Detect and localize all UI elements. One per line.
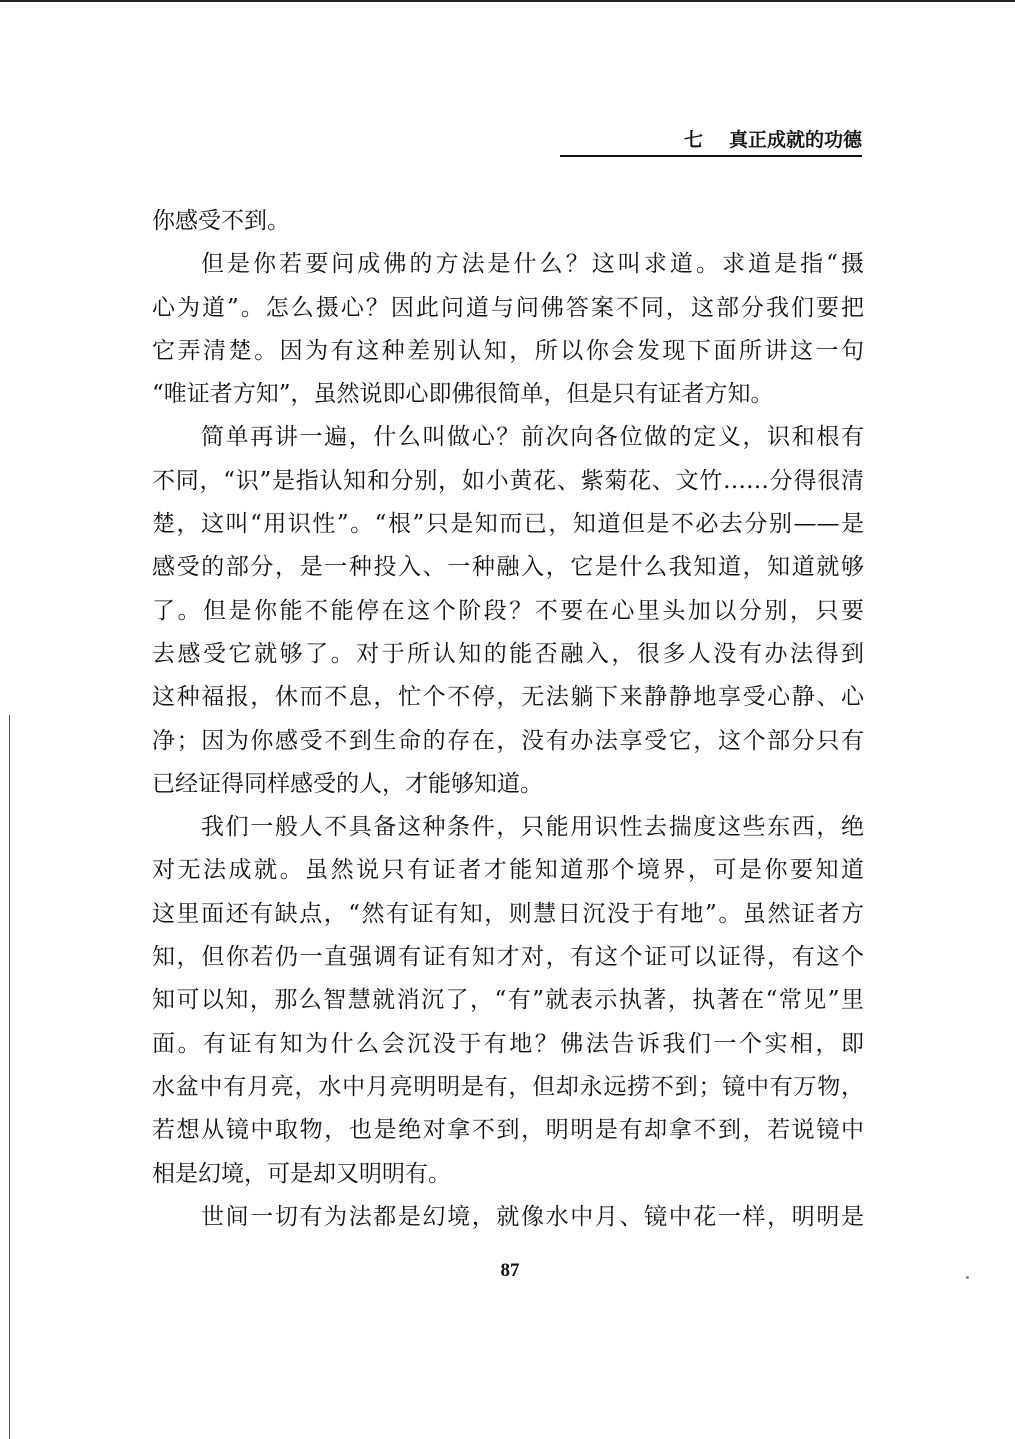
running-header (560, 125, 862, 157)
text-line: 去感受它就够了。对于所认知的能否融入，很多人没有办法得到 (152, 640, 864, 667)
text-line: 知，但你若仍一直强调有证有知才对，有这个证可以证得，有这个 (152, 944, 864, 971)
text-line: 若想从镜中取物，也是绝对拿不到，明明是有却拿不到，若说镜中 (152, 1117, 864, 1144)
text-line: 这种福报，休而不息，忙个不停，无法躺下来静静地享受心静、心 (152, 684, 864, 711)
chapter-title: 真正成就的功德 (728, 129, 862, 151)
text-line: 楚，这叫“用识性”。“根”只是知而已，知道但是不必去分别——是 (152, 511, 864, 538)
text-line: 这里面还有缺点，“然有证有知，则慧日沉没于有地”。虽然证者方 (152, 900, 864, 927)
text-line: “唯证者方知”，虽然说即心即佛很简单，但是只有证者方知。 (152, 381, 774, 408)
left-margin-line (9, 715, 10, 1439)
text-line: 了。但是你能不能停在这个阶段？不要在心里头加以分别，只要 (152, 597, 864, 624)
text-line: 感受的部分，是一种投入、一种融入，它是什么我知道，知道就够 (152, 554, 864, 581)
text-line: 水盆中有月亮，水中月亮明明是有，但却永远捞不到；镜中有万物， (152, 1073, 864, 1100)
text-line: 我们一般人不具备这种条件，只能用识性去揣度这些东西，绝 (201, 814, 864, 841)
text-line: 对无法成就。虽然说只有证者才能知道那个境界，可是你要知道 (152, 857, 864, 884)
text-line: 它弄清楚。因为有这种差别认知，所以你会发现下面所讲这一句 (152, 337, 864, 364)
text-line: 净；因为你感受不到生命的存在，没有办法享受它，这个部分只有 (152, 727, 864, 754)
text-line: 简单再讲一遍，什么叫做心？前次向各位做的定义，识和根有 (201, 424, 864, 451)
text-line: 面。有证有知为什么会沉没于有地？佛法告诉我们一个实相，即 (152, 1030, 864, 1057)
text-line: 但是你若要问成佛的方法是什么？这叫求道。求道是指“摄 (201, 251, 864, 278)
text-line: 世间一切有为法都是幻境，就像水中月、镜中花一样，明明是 (201, 1203, 864, 1230)
page-number: 87 (500, 1260, 520, 1281)
scan-speck (966, 1276, 969, 1279)
text-line: 相是幻境，可是却又明明有。 (152, 1160, 451, 1187)
chapter-number: 七 (683, 129, 703, 151)
text-line: 知可以知，那么智慧就消沉了，“有”就表示执著，执著在“常见”里 (152, 987, 864, 1014)
text-line: 心为道”。怎么摄心？因此问道与问佛答案不同，这部分我们要把 (152, 294, 864, 321)
text-line: 不同，“识”是指认知和分别，如小黄花、紫菊花、文竹……分得很清 (152, 467, 864, 494)
text-line: 已经证得同样感受的人，才能够知道。 (152, 770, 543, 797)
text-line: 你感受不到。 (152, 208, 290, 234)
top-border-line (0, 0, 1015, 2)
body-text (152, 200, 864, 1239)
